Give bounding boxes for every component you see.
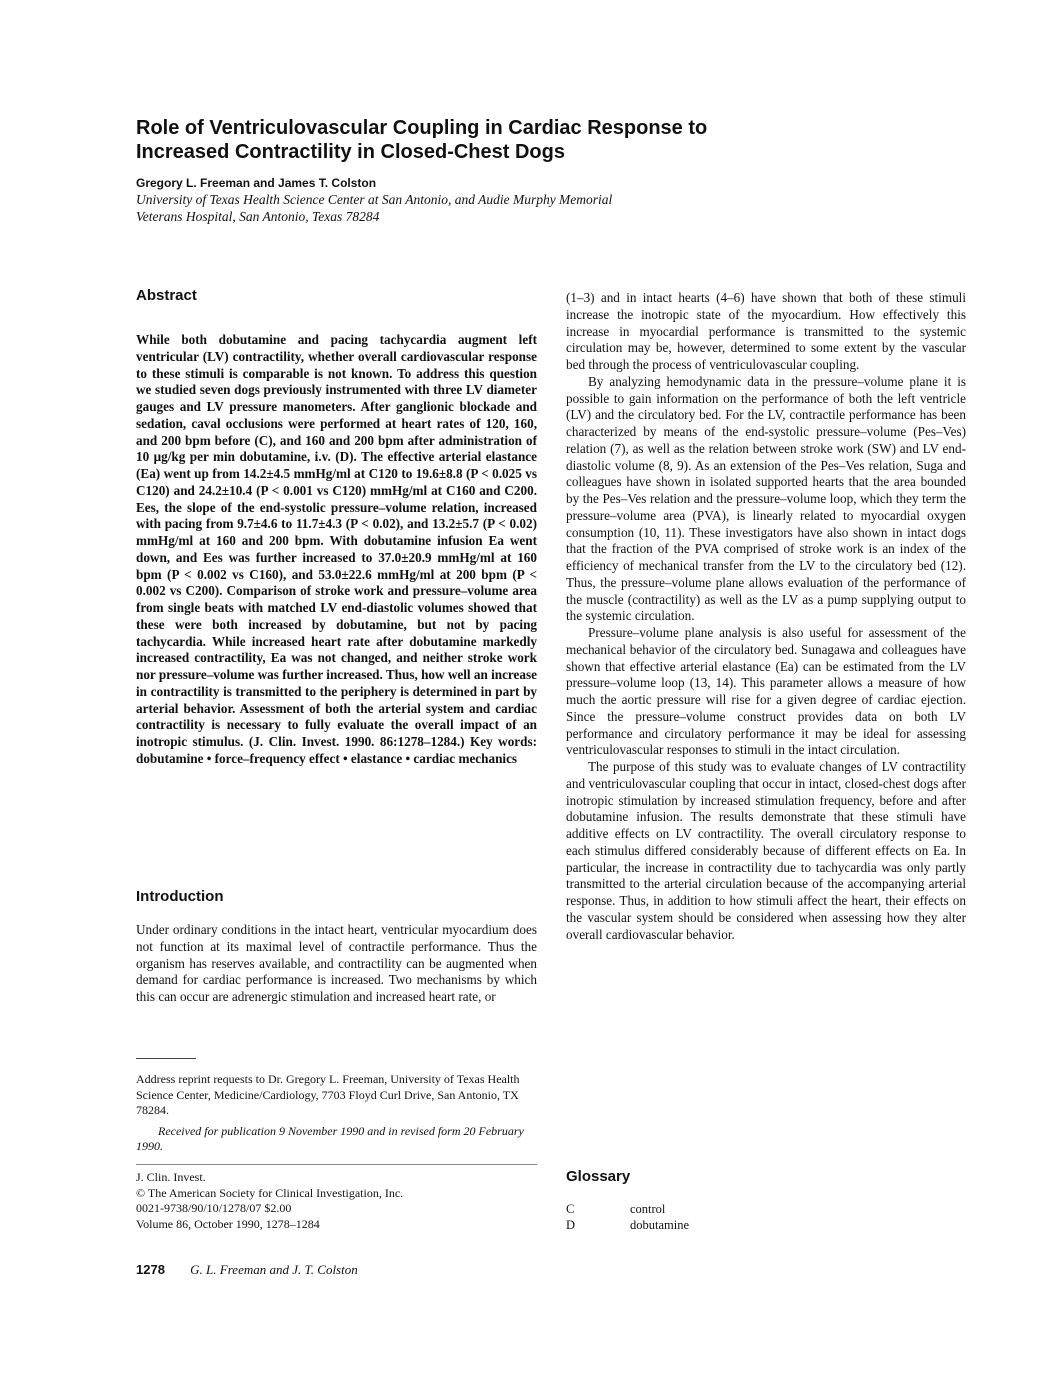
glossary-item xyxy=(566,1217,966,1233)
abstract-text: While both dobutamine and pacing tachycardia augment left ventricular (LV) contractility, whether overall cardiovascular response to these stimuli is comparable is not known. To address this question we studied seven dogs previously instrumented with three LV diameter gauges and LV pressure manometers. After ganglionic blockade and sedation, caval occlusions were performed at heart rates of 120, 160, and 200 bpm before (C), and 160 and 200 bpm after administration of 10 μg/kg per min dobutamine, i.v. (D). The effective arterial elastance (Ea) went up from 14.2±4.5 mmHg/ml at C120 to 19.6±8.8 (P < 0.025 vs C120) and 24.2±10.4 (P < 0.001 vs C120) mmHg/ml at C160 and C200. Ees, the slope of the end-systolic pressure–volume relation, increased with pacing from 9.7±4.6 to 11.7±4.3 (P < 0.02), and 13.2±5.7 (P < 0.02) mmHg/ml at 160 and 200 bpm. With dobutamine infusion Ea went down, and Ees was further increased to 37.0±20.9 mmHg/ml at 160 bpm (P < 0.002 vs C160), and 53.0±22.6 mmHg/ml at 200 bpm (P < 0.002 vs C200). Comparison of stroke work and pressure–volume area from single beats with matched LV end-diastolic volumes showed that these were both increased by dobutamine, but not by pacing tachycardia. While increased heart rate after dobutamine markedly increased contractility, Ea was not changed, and neither stroke work nor pressure–volume was further increased. Thus, how well an increase in contractility is transmitted to the periphery is determined in part by arterial behavior. Assessment of both the arterial system and cardiac contractility is necessary to fully evaluate the overall impact of an inotropic stimulus. (J. Clin. Invest. 1990. 86:1278–1284.) Key words: dobutamine • force–frequency effect • elastance • cardiac mechanics xyxy=(136,332,537,766)
issn-line: 0021-9738/90/10/1278/07 $2.00 xyxy=(136,1201,292,1215)
abstract-heading: Abstract xyxy=(136,287,197,304)
glossary-list xyxy=(566,1201,966,1233)
article-title: Role of Ventriculovascular Coupling in Cardiac Response to Increased Contractility in Closed-Chest Dogs xyxy=(136,117,708,163)
footnote-divider xyxy=(136,1058,196,1059)
glossary-definition: control xyxy=(630,1202,666,1216)
volume-line: Volume 86, October 1990, 1278–1284 xyxy=(136,1216,320,1231)
running-head: G. L. Freeman and J. T. Colston xyxy=(190,1262,358,1277)
intro-paragraph-circulatory-bed: Pressure–volume plane analysis is also useful for assessment of the mechanical behavior of the circulatory bed. Sunagawa and colleagues have shown that effective arterial elastance (Ea) can be estimated from the LV pressure–volume loop (13, 14). This parameter allows a measure of how much the aortic pressure will rise for a given degree of cardiac ejection. Since the pressure–volume construct provides data on both LV performance and circulatory performance it may be ideal for assessing ventriculovascular responses to stimuli in the intact circulation. xyxy=(566,625,966,758)
intro-paragraph-pressure-volume: By analyzing hemodynamic data in the pressure–volume plane it is possible to gain information on the performance of both the left ventricle (LV) and the circulatory bed. For the LV, contractile performance has been characterized by means of the end-systolic pressure–volume (Pes–Ves) relation (7), as well as the relation between stroke work (SW) and LV end-diastolic volume (8, 9). As an extension of the Pes–Ves relation, Suga and colleagues have shown in isolated supported hearts that the area bounded by the Pes–Ves relation and the pressure–volume loop, which they term the pressure–volume area (PVA), is linearly related to myocardial oxygen consumption (10, 11). These investigators have also shown in intact dogs that the fraction of the PVA comprised of stroke work is an index of the efficiency of mechanical transfer from the LV to the circulatory bed (12). Thus, the pressure–volume plane allows evaluation of the performance of the muscle (contractility) as well as the LV as a pump supplying output to the systemic circulation. xyxy=(566,373,966,624)
introduction-heading: Introduction xyxy=(136,888,224,905)
journal-name: J. Clin. Invest. xyxy=(136,1170,206,1184)
glossary-section xyxy=(566,1168,966,1233)
glossary-abbreviation: D xyxy=(566,1218,576,1232)
glossary-abbreviation: C xyxy=(566,1202,575,1216)
author-affiliation: University of Texas Health Science Center at San Antonio, and Audie Murphy Memorial Veterans Hospital, San Antonio, Texas 78284 xyxy=(136,192,613,224)
journal-citation xyxy=(136,1170,537,1232)
page-footer xyxy=(136,1262,358,1278)
glossary-heading: Glossary xyxy=(566,1168,631,1185)
copyright-line: © The American Society for Clinical Investigation, Inc. xyxy=(136,1185,404,1200)
introduction-paragraph: Under ordinary conditions in the intact heart, ventricular myocardium does not function at its maximal level of contractile performance. Thus the organism has reserves available, and contractility can be augmented when demand for cardiac performance is increased. Two mechanisms by which this can occur are adrenergic stimulation and increased heart rate, or xyxy=(136,922,537,1004)
citation-divider xyxy=(136,1164,537,1165)
page-number: 1278 xyxy=(136,1262,165,1277)
footnotes xyxy=(136,1072,537,1155)
introduction-continued xyxy=(566,290,966,943)
intro-paragraph-continued: (1–3) and in intact hearts (4–6) have shown that both of these stimuli increase the inotropic state of the myocardium. How effectively this increase in myocardial performance is transmitted to the systemic circulation may be, however, determined to some extent by the vascular bed through the process of ventriculovascular coupling. xyxy=(566,290,966,372)
received-note: Received for publication 9 November 1990 and in revised form 20 February 1990. xyxy=(136,1123,524,1153)
glossary-item xyxy=(566,1201,966,1217)
author-list: Gregory L. Freeman and James T. Colston xyxy=(136,176,377,190)
glossary-definition: dobutamine xyxy=(630,1218,690,1232)
introduction-section xyxy=(136,888,537,1006)
intro-paragraph-purpose: The purpose of this study was to evaluate changes of LV contractility and ventriculovascular coupling that occur in intact, closed-chest dogs after inotropic stimulation by increased stimulation frequency, before and after dobutamine infusion. The results demonstrate that these stimuli have additive effects on LV contractility. The overall circulatory response to each stimulus differed considerably because of different effects on Ea. In particular, the increase in contractility due to tachycardia was only partly transmitted to the arterial circulation because of the accompanying arterial response. Thus, in addition to how stimuli affect the heart, their effects on the vascular system should be considered when assessing how they alter overall cardiovascular behavior. xyxy=(566,759,966,942)
reprint-request-note: Address reprint requests to Dr. Gregory L. Freeman, University of Texas Health Science Center, Medicine/Cardiology, 7703 Floyd Curl Drive, San Antonio, TX 78284. xyxy=(136,1072,520,1117)
abstract-section xyxy=(136,287,537,768)
